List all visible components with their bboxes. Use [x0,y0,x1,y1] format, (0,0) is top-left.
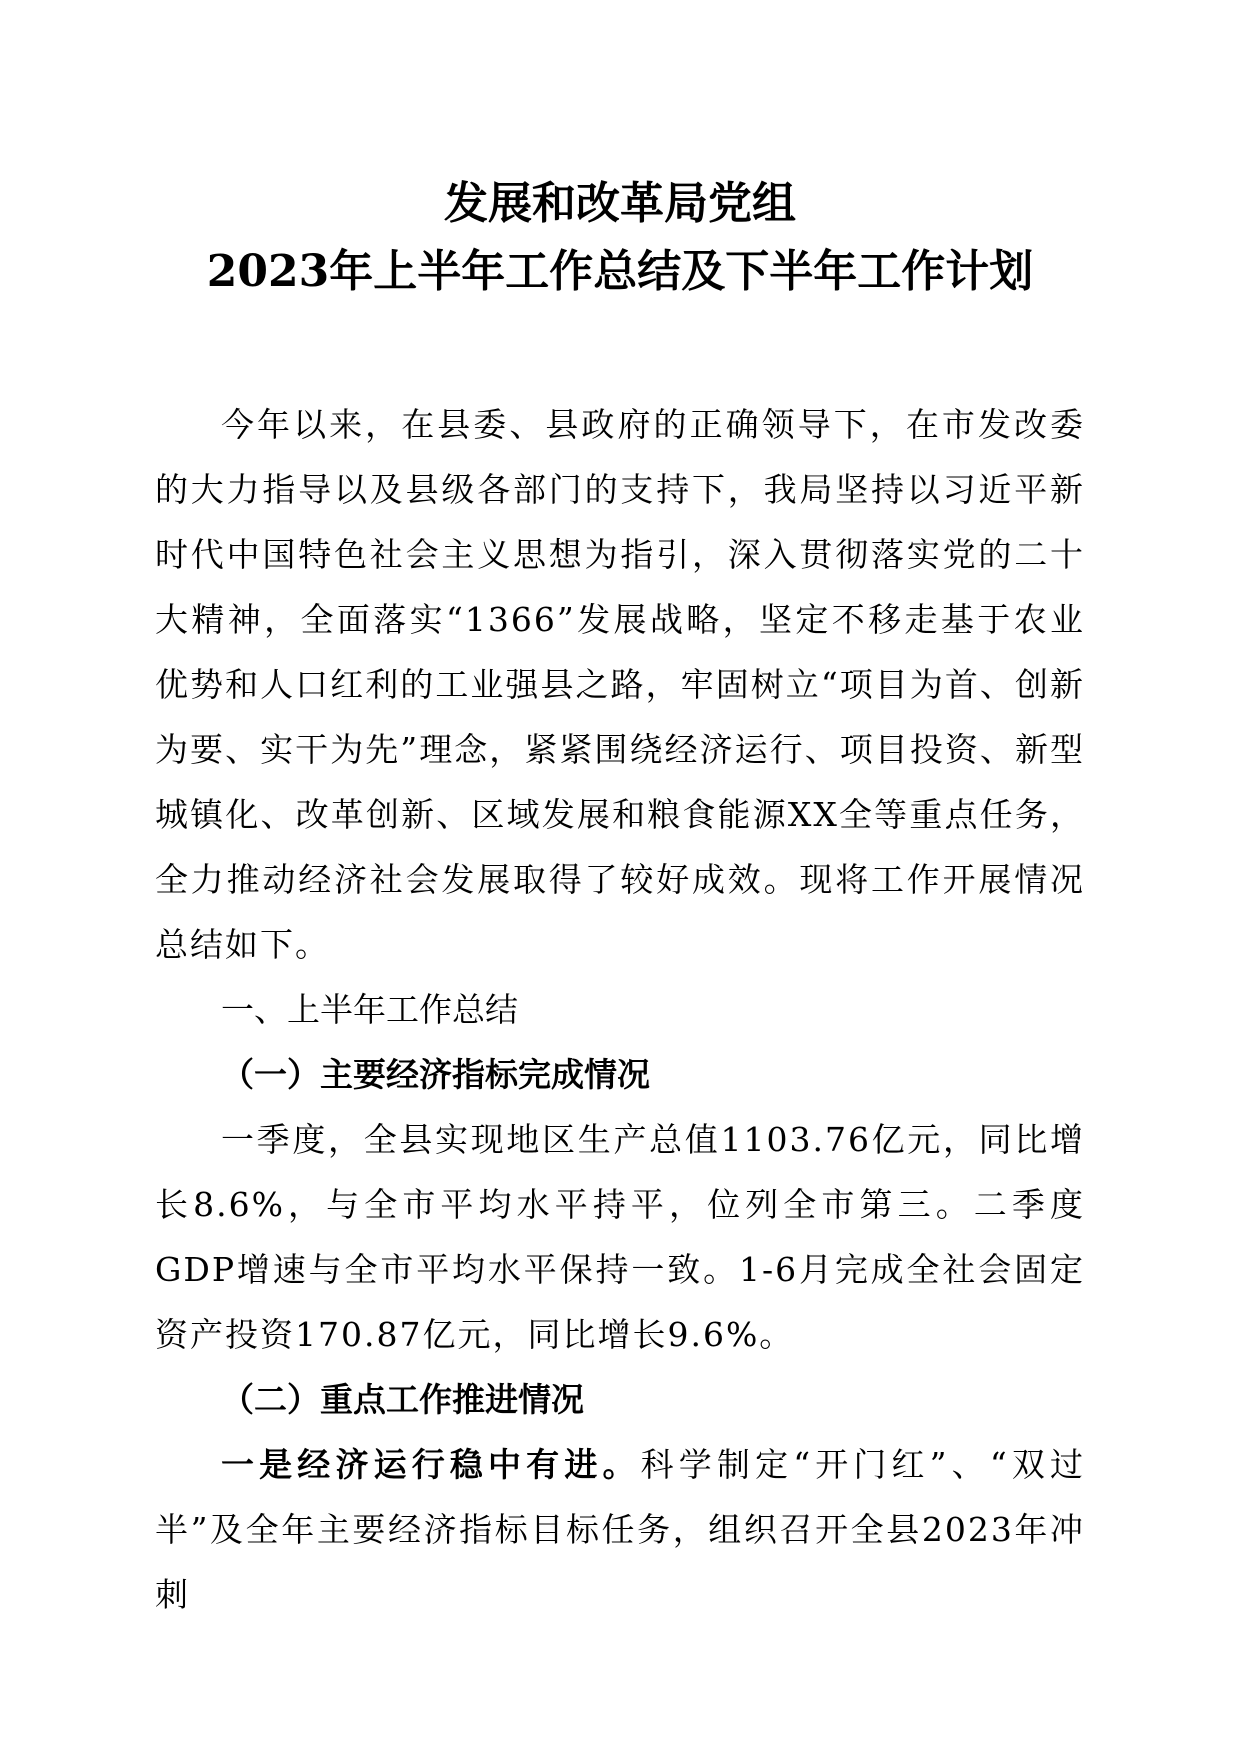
point-1-text: 科学制定“开门红”、“双过半”及全年主要经济指标目标任务，组织召开全县2023年冲刺 [155,1445,1085,1614]
document-title-line-1: 发展和改革局党组 [444,178,796,229]
point-1-paragraph [155,1432,1085,1627]
subsection-heading-2: （二）重点工作推进情况 [221,1380,584,1419]
document-title-line-2: 2023年上半年工作总结及下半年工作计划 [206,246,1034,297]
intro-paragraph: 今年以来，在县委、县政府的正确领导下，在市发改委的大力指导以及县级各部门的支持下，我局坚持以习近平新时代中国特色社会主义思想为指引，深入贯彻落实党的二十大精神，全面落实“1366”发展战略，坚定不移走基于农业优势和人口红利的工业强县之路，牢固树立“项目为首、创新为要、实干为先”理念，紧紧围绕经济运行、项目投资、新型城镇化、改革创新、区域发展和粮食能源XX全等重点任务，全力推动经济社会发展取得了较好成效。现将工作开展情况总结如下。 [155,405,1085,964]
point-1-lead: 一是经济运行稳中有进。 [221,1445,641,1484]
subsection-heading-1: （一）主要经济指标完成情况 [221,1055,650,1094]
indicators-paragraph: 一季度，全县实现地区生产总值1103.76亿元，同比增长8.6%，与全市平均水平持平，位列全市第三。二季度GDP增速与全市平均水平保持一致。1-6月完成全社会固定资产投资170.87亿元，同比增长9.6%。 [155,1120,1085,1354]
section-heading-1: 一、上半年工作总结 [221,990,518,1029]
title-spacer [155,306,1085,392]
document-page [155,170,1085,1627]
